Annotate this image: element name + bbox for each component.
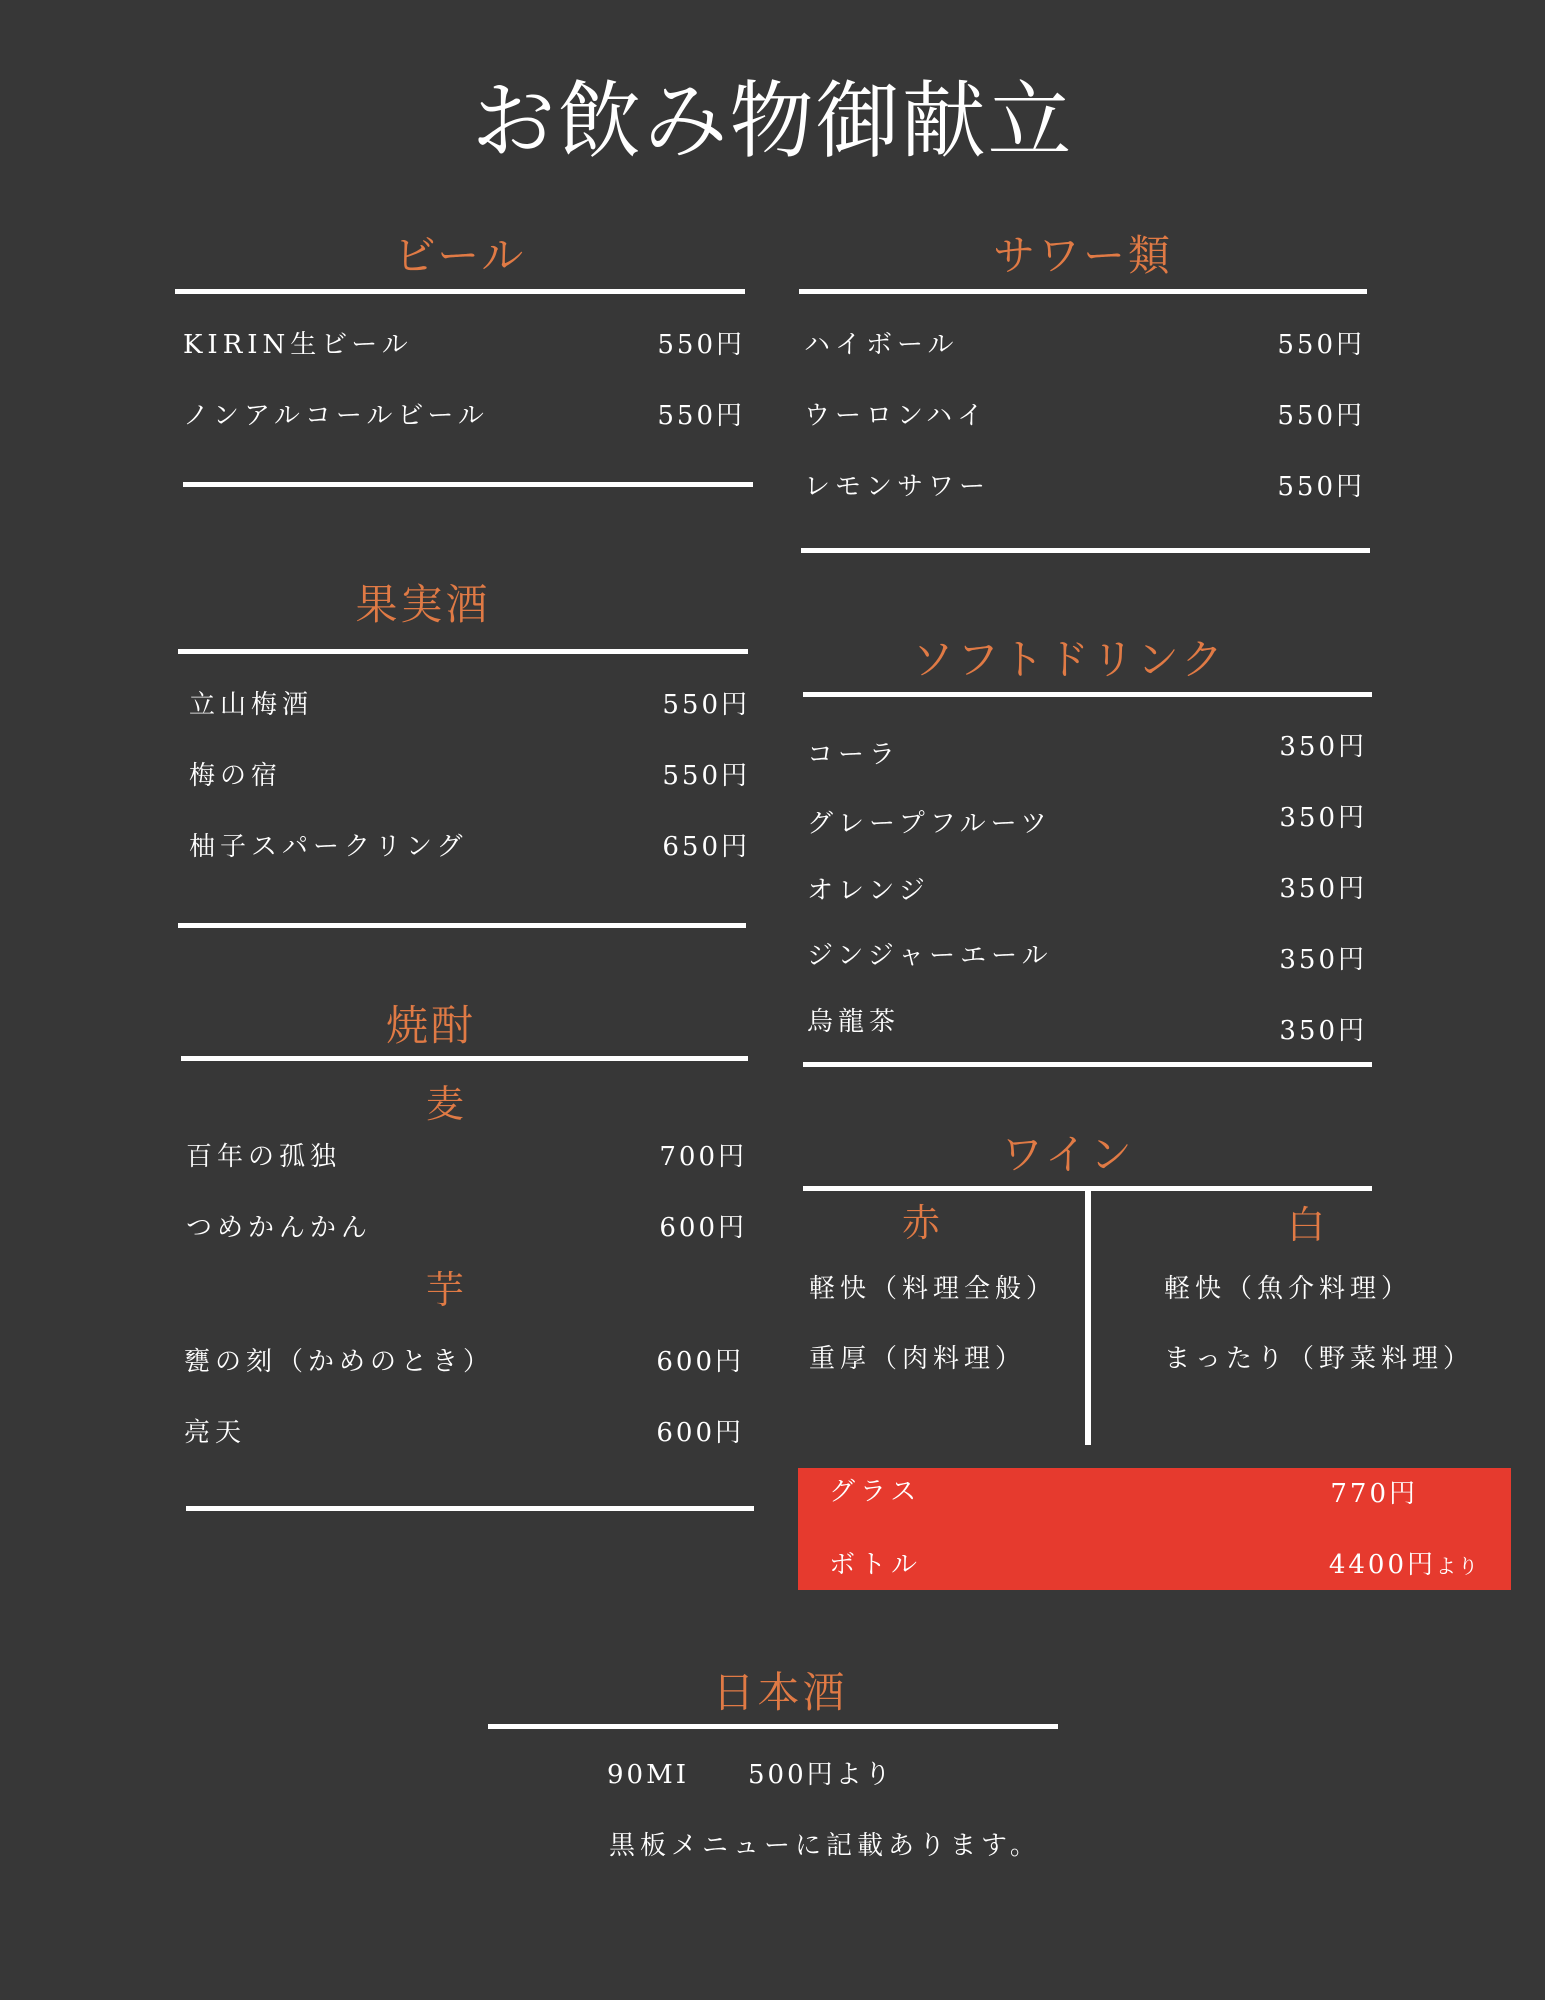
fruit-item-price: 550円 [662,690,750,720]
sake-heading: 日本酒 [712,1668,848,1717]
soft-top-rule [803,692,1372,697]
sake-note: 黒板メニューに記載あります。 [609,1831,1041,1861]
wine-heading: ワイン [1001,1130,1135,1179]
wine-divider [1085,1188,1091,1445]
wine-bottle-price-suffix: より [1436,1554,1480,1578]
shochu-potato-label: 芋 [425,1268,464,1312]
sour-item-name: レモンサワー [804,472,991,502]
soft-item-name: 烏龍茶 [807,1007,901,1037]
wine-glass-name: グラス [829,1477,922,1507]
wine-white-label: 白 [1286,1203,1325,1247]
soft-item-name: オレンジ [807,876,930,906]
shochu-item-price: 700円 [659,1142,747,1172]
wine-bottle-price-value: 4400円 [1328,1550,1436,1580]
sake-volume: 90MI [607,1760,689,1790]
sake-price: 500円より [748,1760,894,1790]
sour-heading: サワー類 [992,231,1173,280]
beer-heading: ビール [393,231,527,280]
shochu-item-price: 600円 [656,1347,744,1377]
wine-glass-price: 770円 [1330,1479,1418,1509]
fruit-item-name: 立山梅酒 [189,690,314,720]
shochu-item-name: 甕の刻（かめのとき） [184,1347,495,1377]
wine-red-item: 重厚（肉料理） [809,1344,1027,1374]
soft-item-price: 350円 [1279,874,1367,904]
fruit-heading: 果実酒 [355,580,491,629]
wine-white-item: 軽快（魚介料理） [1164,1274,1413,1304]
wine-white-item: まったり（野菜料理） [1164,1344,1475,1374]
fruit-bottom-rule [178,923,746,928]
sour-top-rule [799,289,1367,294]
fruit-top-rule [178,649,748,654]
sour-item-price: 550円 [1277,472,1365,502]
beer-top-rule [175,289,745,294]
soft-item-name: グレープフルーツ [807,809,1052,839]
shochu-item-price: 600円 [659,1213,747,1243]
sake-rule [488,1724,1058,1729]
beer-item-name: KIRIN生ビール [183,330,413,360]
shochu-item-price: 600円 [656,1418,744,1448]
wine-bottle-price [1255,1547,1480,1584]
wine-red-item: 軽快（料理全般） [809,1274,1058,1304]
shochu-top-rule [181,1056,748,1061]
soft-item-price: 350円 [1279,1016,1367,1046]
shochu-item-name: 亮天 [184,1418,247,1448]
beer-item-name: ノンアルコールビール [183,401,489,431]
wine-bottle-name: ボトル [829,1550,923,1580]
sour-item-name: ウーロンハイ [804,401,989,431]
shochu-barley-label: 麦 [425,1082,464,1126]
page-title: お飲み物御献立 [471,72,1074,170]
soft-item-name: コーラ [807,740,901,770]
beer-item-price: 550円 [657,330,745,360]
sour-bottom-rule [801,548,1370,553]
soft-item-price: 350円 [1279,945,1367,975]
soft-bottom-rule [803,1062,1372,1067]
shochu-heading: 焼酎 [385,1001,476,1050]
beer-bottom-rule [183,482,753,487]
shochu-bottom-rule [186,1506,754,1511]
sour-item-price: 550円 [1277,330,1365,360]
wine-red-label: 赤 [901,1201,940,1245]
sour-item-price: 550円 [1277,401,1365,431]
soft-item-price: 350円 [1279,732,1367,762]
fruit-item-name: 梅の宿 [189,761,283,791]
soft-item-name: ジンジャーエール [807,941,1053,971]
beer-item-price: 550円 [657,401,745,431]
soft-item-price: 350円 [1279,803,1367,833]
shochu-item-name: つめかんかん [186,1213,373,1243]
sour-item-name: ハイボール [804,330,959,360]
shochu-item-name: 百年の孤独 [186,1142,342,1172]
soft-heading: ソフトドリンク [911,635,1227,684]
fruit-item-price: 650円 [662,832,750,862]
fruit-item-name: 柚子スパークリング [189,832,468,862]
fruit-item-price: 550円 [662,761,750,791]
